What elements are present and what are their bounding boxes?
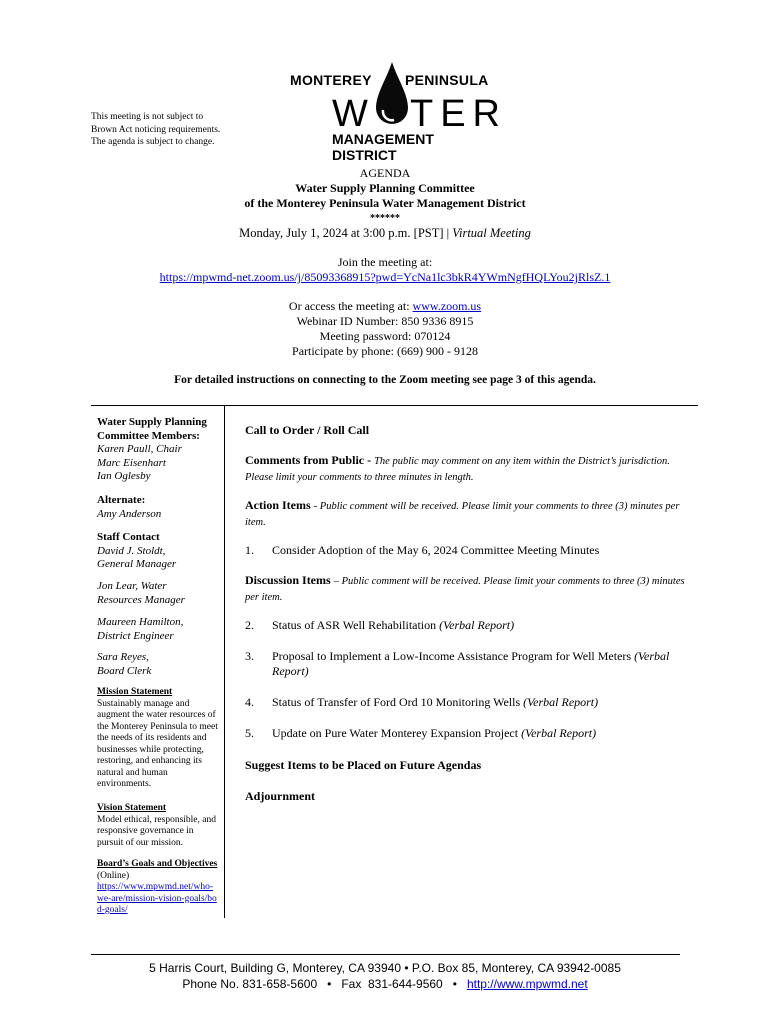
- item-note: (Verbal Report): [521, 726, 597, 740]
- item-note: (Verbal Report): [523, 695, 599, 709]
- discussion-note: – Public comment will be received. Please limit your comments to three (3) minutes per item.: [245, 576, 685, 603]
- staff-contact-hamilton: [97, 616, 219, 643]
- zoom-join-block: [0, 255, 770, 285]
- agenda-item-5: [245, 726, 695, 742]
- join-label: Join the meeting at:: [337, 255, 433, 269]
- committee-members-block: [97, 416, 219, 484]
- discussion-items: [245, 573, 695, 605]
- water-drop-icon: [372, 60, 412, 132]
- notice-block: [91, 111, 220, 149]
- comments-note: The public may comment on any item within the District’s jurisdiction. Please limit your comments to three minutes in length.: [245, 456, 670, 483]
- alternate-name: Amy Anderson: [97, 507, 162, 520]
- goals-block: [97, 859, 219, 917]
- member-name: Karen Paull, Chair: [97, 443, 182, 455]
- member-name: Marc Eisenhart: [97, 456, 166, 469]
- agenda-header: [0, 166, 770, 241]
- column-divider: [224, 405, 225, 918]
- adjournment: Adjournment: [245, 789, 316, 803]
- footer-rule: [91, 954, 680, 955]
- action-note: - Public comment will be received. Please limit your comments to three (3) minutes per item.: [245, 501, 680, 528]
- member-name: Ian Oglesby: [97, 470, 151, 482]
- staff-contact-reyes: [97, 651, 219, 678]
- staff-name: David J. Stoldt,: [97, 544, 166, 557]
- zoom-instructions: For detailed instructions on connecting to the Zoom meeting see page 3 of this agenda.: [174, 374, 596, 386]
- separator-stars: ******: [370, 213, 400, 224]
- logo-text-w: W: [332, 93, 375, 135]
- mission-title: Mission Statement: [97, 687, 173, 697]
- discussion-title: Discussion Items: [245, 573, 331, 587]
- zoom-join-link[interactable]: https://mpwmd-net.zoom.us/j/85093368915?pwd=YcNa1lc3bkR4YWmNgfHQLYou2jRlsZ.1: [159, 270, 611, 284]
- item-note: (Verbal Report): [439, 618, 515, 632]
- public-comments: [245, 453, 695, 485]
- agenda-item-4: [245, 695, 695, 711]
- item-text-wrap: [272, 649, 697, 679]
- members-title: Water Supply Planning Committee Members:: [97, 416, 207, 442]
- item-text-wrap: [272, 726, 697, 741]
- access-prefix: Or access the meeting at:: [288, 299, 410, 313]
- meeting-date: [0, 226, 770, 241]
- item-number: 3.: [245, 649, 254, 663]
- notice-line: The agenda is subject to change.: [91, 137, 215, 147]
- item-number: 1.: [245, 543, 254, 557]
- item-note: (Verbal Report): [272, 649, 670, 678]
- item-number: 5.: [245, 726, 254, 740]
- footer-address: 5 Harris Court, Building G, Monterey, CA 93940 • P.O. Box 85, Monterey, CA 93942-0085: [149, 961, 621, 975]
- staff-role: Resources Manager: [97, 593, 185, 606]
- meeting-date-text: Monday, July 1, 2024 at 3:00 p.m. [PST] |: [239, 226, 450, 240]
- item-text: Proposal to Implement a Low-Income Assistance Program for Well Meters: [272, 649, 632, 663]
- meeting-password: Meeting password: 070124: [319, 329, 451, 343]
- goals-suffix: (Online): [97, 870, 130, 881]
- goals-link[interactable]: https://www.mpwmd.net/who-we-are/mission-vision-goals/bod-goals/: [97, 882, 217, 915]
- webinar-id: Webinar ID Number: 850 9336 8915: [296, 314, 474, 328]
- suggest-items: Suggest Items to be Placed on Future Agendas: [245, 758, 482, 772]
- item-number: 4.: [245, 695, 254, 709]
- vision-block: [97, 803, 219, 849]
- notice-line: This meeting is not subject to: [91, 112, 204, 122]
- table-top-rule: [91, 405, 698, 406]
- agenda-title: AGENDA: [359, 166, 411, 180]
- district-name: of the Monterey Peninsula Water Management District: [244, 196, 526, 210]
- item-text: Update on Pure Water Monterey Expansion Project: [272, 726, 519, 740]
- footer-contact: [0, 977, 770, 991]
- goals-title: Board’s Goals and Objectives: [97, 859, 218, 869]
- access-line: [0, 299, 770, 314]
- footer-phone-fax: Phone No. 831-658-5600 • Fax 831-644-9560 •: [182, 977, 467, 991]
- vision-title: Vision Statement: [97, 803, 167, 813]
- district-logo: [288, 60, 507, 163]
- staff-title: Staff Contact: [97, 531, 160, 543]
- staff-name: Jon Lear, Water: [97, 580, 167, 592]
- staff-contact-block: [97, 531, 219, 572]
- mission-text: Sustainably manage and augment the water resources of the Monterey Peninsula to meet the needs of its residents and businesses while protecting, restoring, and enhancing its natural and human environments.: [97, 698, 218, 789]
- staff-name: Maureen Hamilton,: [97, 616, 184, 628]
- meeting-type: Virtual Meeting: [452, 226, 531, 240]
- zoom-site-link[interactable]: www.zoom.us: [412, 299, 482, 313]
- staff-contact-lear: [97, 580, 219, 607]
- action-items: [245, 498, 695, 530]
- comments-title: Comments from Public -: [245, 453, 372, 467]
- zoom-access-block: [0, 299, 770, 359]
- committee-name: Water Supply Planning Committee: [295, 181, 475, 195]
- staff-role: General Manager: [97, 558, 177, 570]
- agenda-item-3: [245, 649, 695, 681]
- alternate-block: [97, 494, 219, 521]
- item-text: Status of ASR Well Rehabilitation: [272, 618, 437, 632]
- agenda-item-1: [245, 543, 695, 559]
- alternate-title: Alternate:: [97, 494, 146, 506]
- logo-text-management-district: MANAGEMENT DISTRICT: [332, 131, 434, 163]
- vision-text: Model ethical, responsible, and responsive governance in pursuit of our mission.: [97, 814, 216, 848]
- call-to-order: Call to Order / Roll Call: [245, 423, 370, 437]
- item-number: 2.: [245, 618, 254, 632]
- staff-name: Sara Reyes,: [97, 651, 149, 663]
- staff-role: Board Clerk: [97, 664, 152, 677]
- logo-text-ter: TER: [410, 93, 507, 135]
- footer-website-link[interactable]: http://www.mpwmd.net: [466, 977, 588, 991]
- agenda-item-2: [245, 618, 695, 634]
- logo-text-peninsula: PENINSULA: [405, 72, 489, 88]
- phone-number: Participate by phone: (669) 900 - 9128: [292, 344, 478, 358]
- item-text: Consider Adoption of the May 6, 2024 Committee Meeting Minutes: [272, 543, 600, 557]
- item-text-wrap: [272, 618, 697, 633]
- mission-block: [97, 687, 219, 791]
- staff-role: District Engineer: [97, 629, 174, 642]
- item-text-wrap: [272, 695, 697, 710]
- notice-line: Brown Act noticing requirements.: [91, 124, 221, 135]
- item-text: Status of Transfer of Ford Ord 10 Monitoring Wells: [272, 695, 521, 709]
- logo-text-monterey: MONTEREY: [290, 72, 372, 88]
- action-title: Action Items: [245, 498, 311, 512]
